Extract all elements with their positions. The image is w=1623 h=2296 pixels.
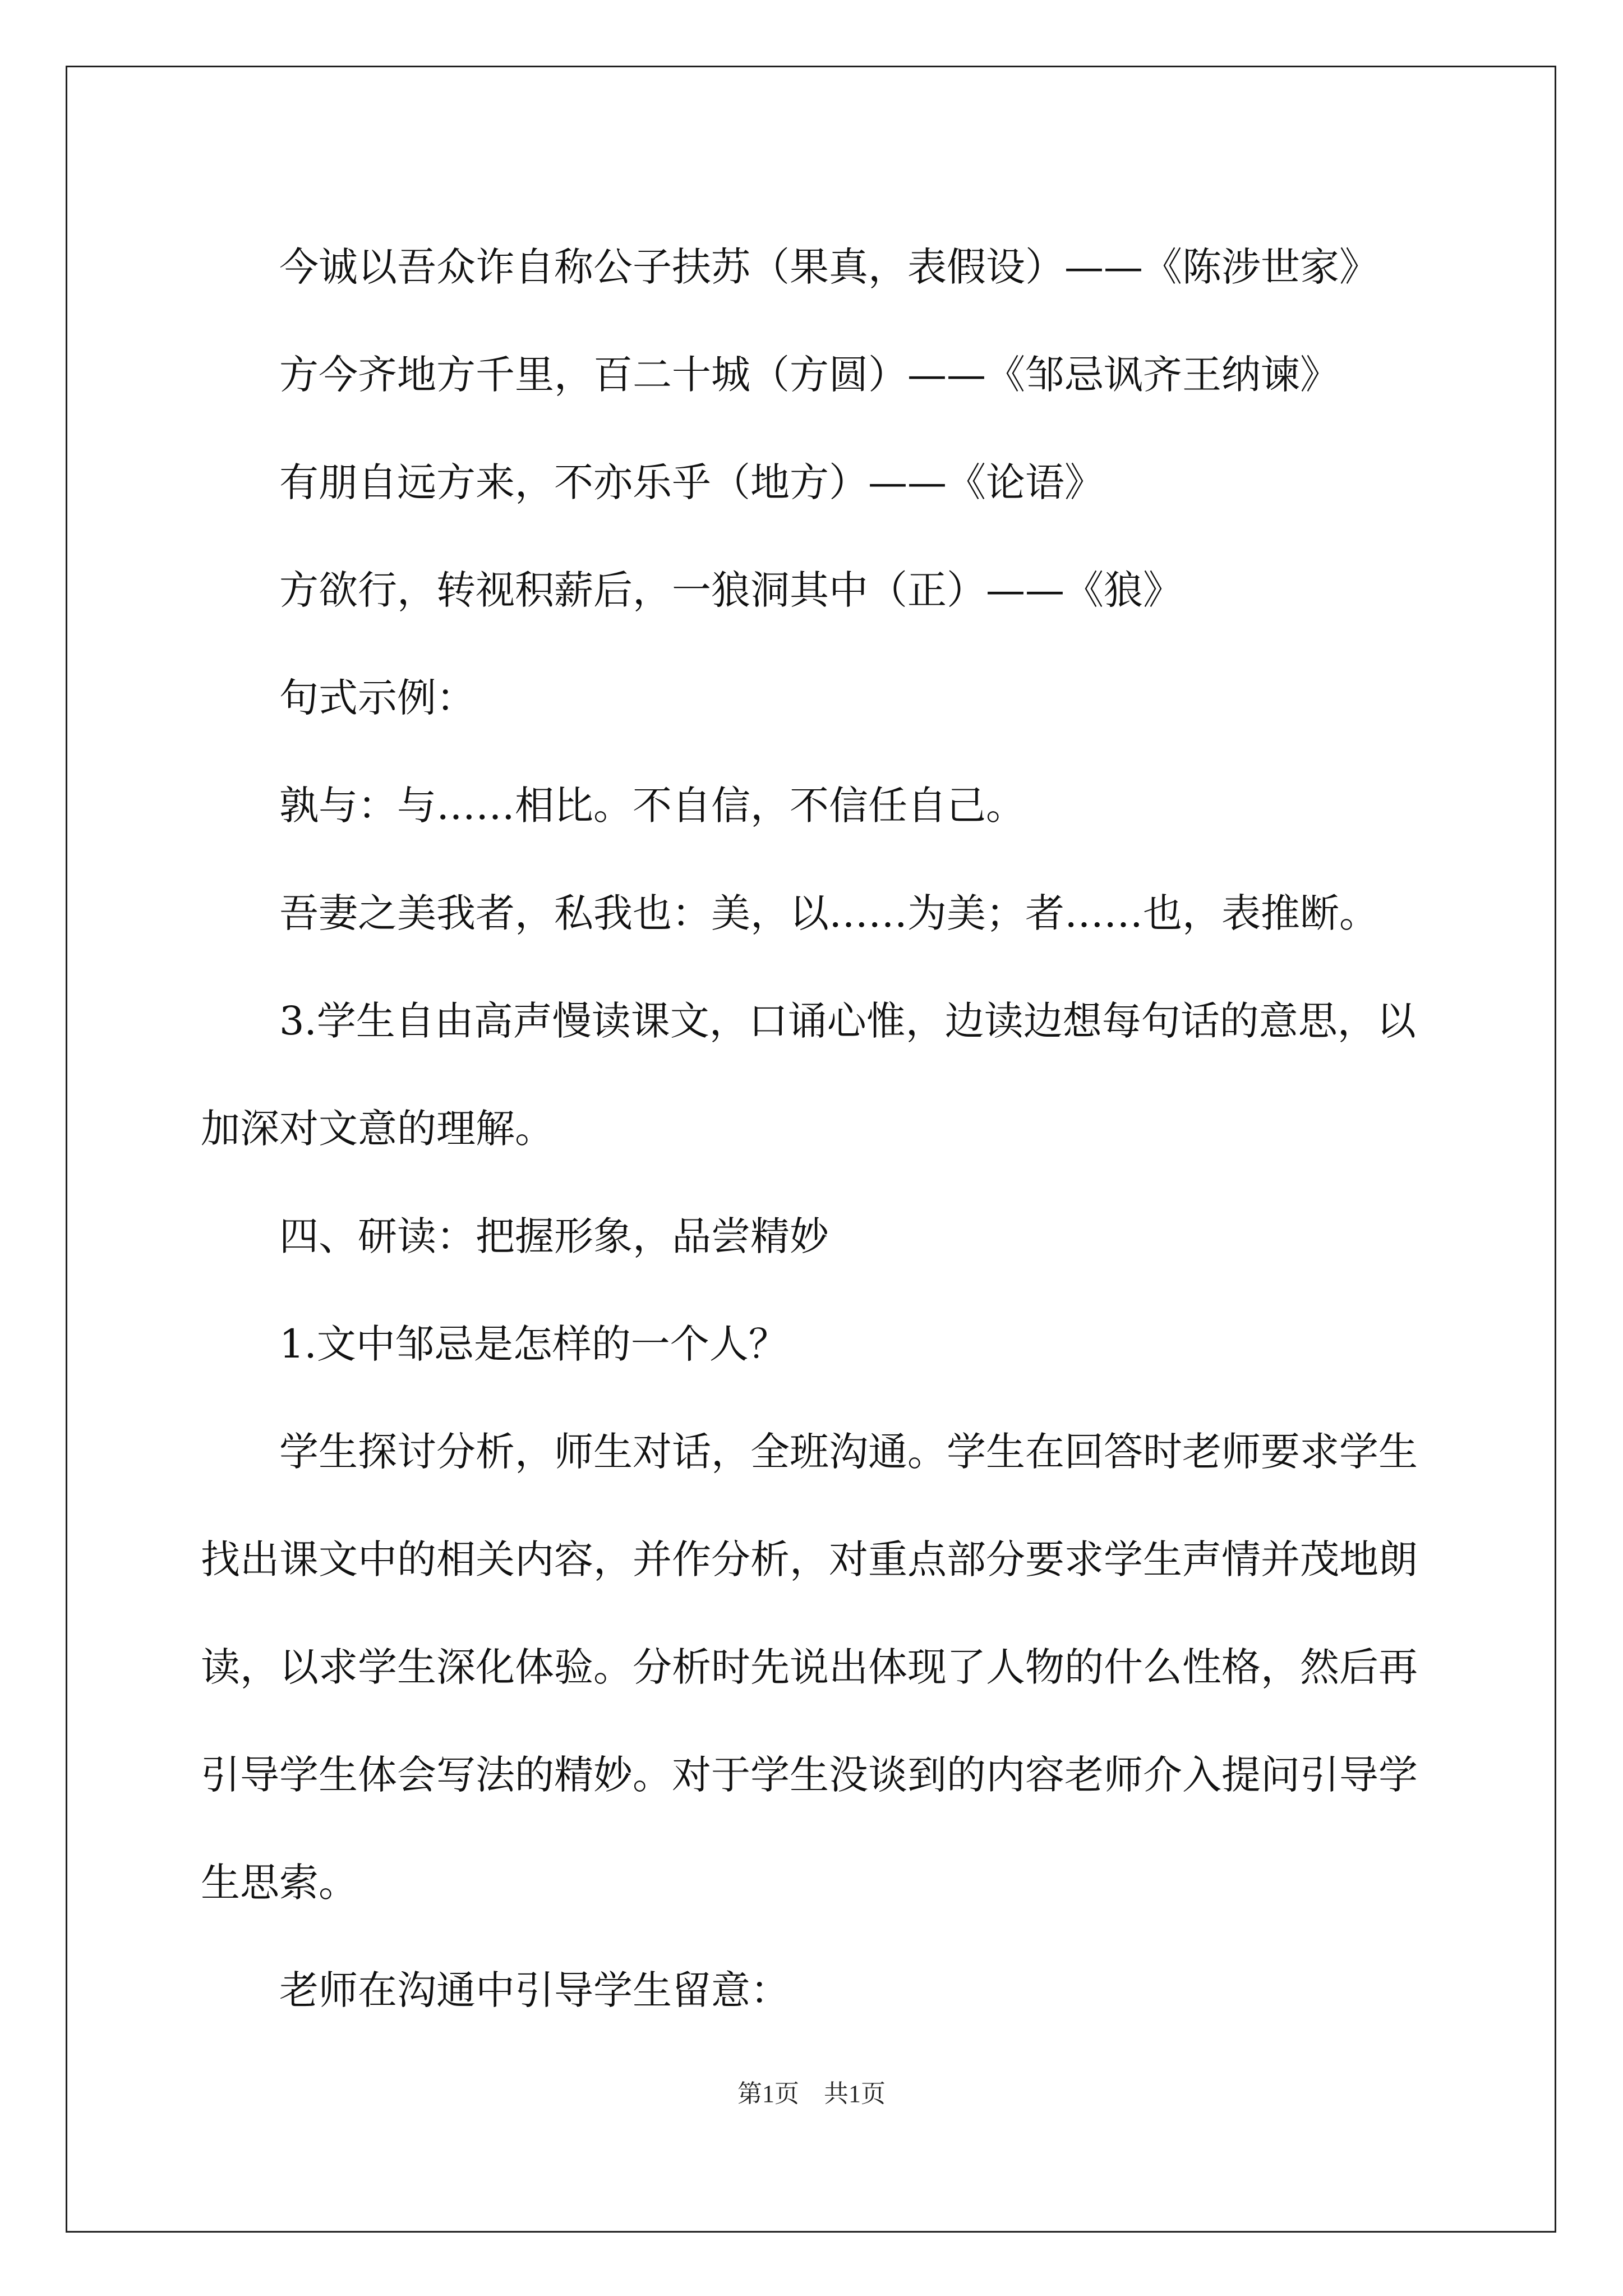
paragraph: 方今齐地方千里，百二十城（方圆）——《邹忌讽齐王纳谏》 xyxy=(279,352,1339,398)
paragraph: 今诚以吾众诈自称公子扶苏（果真，表假设）——《陈涉世家》 xyxy=(279,244,1378,290)
page-number: 第1页 xyxy=(737,2080,799,2108)
paragraph: 孰与：与……相比。不自信，不信任自己。 xyxy=(279,783,1025,829)
document-body xyxy=(201,213,1435,2044)
page-footer xyxy=(0,2077,1623,2111)
paragraph: 老师在沟通中引导学生留意： xyxy=(279,1967,790,2013)
paragraph: 句式示例： xyxy=(279,675,476,721)
paragraph: 有朋自远方来，不亦乐乎（地方）——《论语》 xyxy=(279,459,1104,505)
paragraph: 3.学生自由高声慢读课文，口诵心惟，边读边想每句话的意思，以加深对文意的理解。 xyxy=(201,998,1416,1152)
paragraph: 吾妻之美我者，私我也：美，以……为美；者……也，表推断。 xyxy=(279,890,1378,936)
paragraph: 方欲行，转视积薪后，一狼洞其中（正）——《狼》 xyxy=(279,567,1182,613)
paragraph: 1.文中邹忌是怎样的一个人？ xyxy=(279,1321,788,1367)
paragraph: 学生探讨分析，师生对话，全班沟通。学生在回答时老师要求学生找出课文中的相关内容，并作分析，对重点部分要求学生声情并茂地朗读，以求学生深化体验。分析时先说出体现了人物的什么性格，然后再引导学生体会写法的精妙。对于学生没谈到的内容老师介入提问引导学生思索。 xyxy=(201,1429,1418,1906)
page-total: 共1页 xyxy=(824,2080,886,2108)
section-heading: 四、研读：把握形象，品尝精妙 xyxy=(279,1213,829,1259)
